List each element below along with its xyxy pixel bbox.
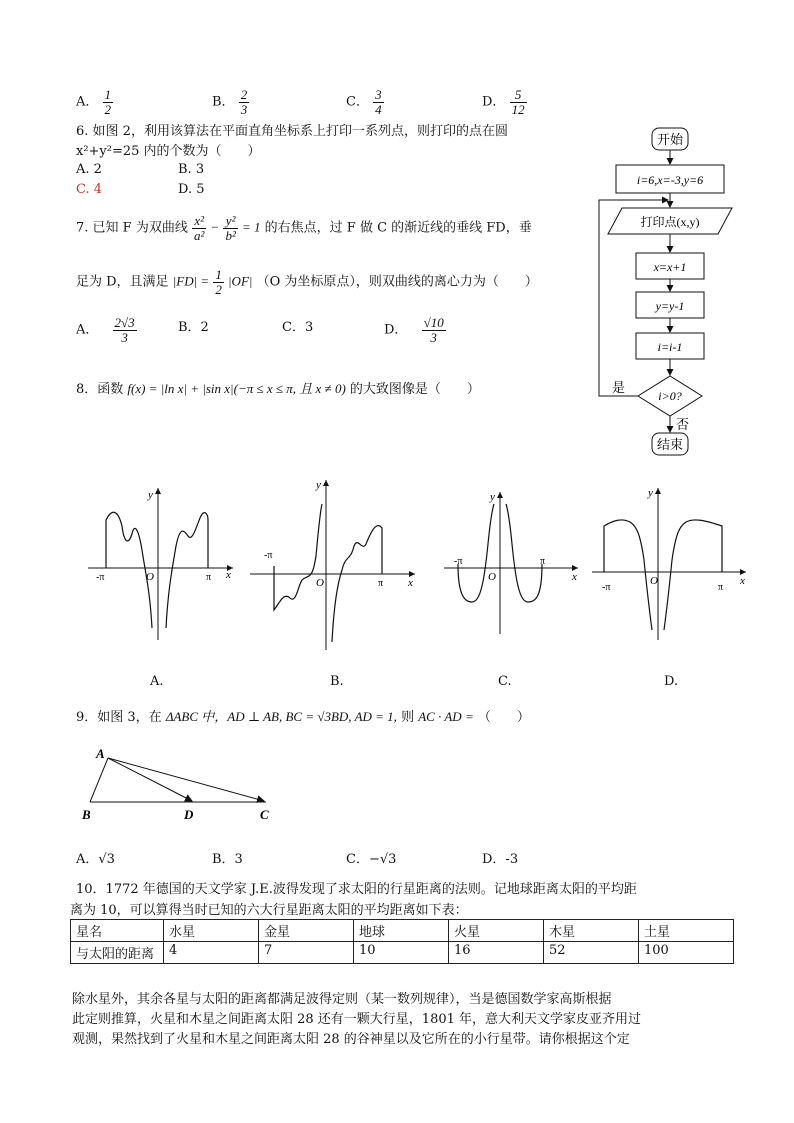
svg-text:O: O (146, 571, 154, 583)
q8-graph-d (592, 480, 752, 644)
q8-stem: 8．函数 f(x) = |ln x| + |sin x|(−π ≤ x ≤ π, 且 x ≠ 0) 的大致图像是（ ） (76, 381, 480, 397)
q8-graph-a (88, 480, 238, 640)
svg-text:C: C (260, 807, 269, 822)
q7-option-a: A． $\frac{2√3}{3}$ (76, 315, 135, 345)
svg-text:π: π (378, 578, 384, 589)
q9-option-a: A．√3 (76, 852, 115, 867)
q8-graph-b (250, 474, 420, 654)
q8-label-a: A. (150, 674, 164, 689)
q8-graph-c (444, 484, 584, 644)
svg-text:y=y-1: y=y-1 (655, 299, 685, 313)
q6-option-a: A. 2 (76, 162, 102, 177)
q7-option-c: C．3 (282, 320, 314, 335)
svg-text:π: π (206, 572, 212, 583)
q6-stem-line1: 6. 如图 2，利用该算法在平面直角坐标系上打印一系列点，则打印的点在圆 (76, 124, 508, 139)
svg-text:y: y (148, 489, 153, 501)
svg-text:打印点(x,y): 打印点(x,y) (640, 215, 700, 229)
q5-option-d: D． $\frac{5}{12}$ (482, 87, 525, 117)
q10-after-line1: 除水星外，其余各星与太阳的距离都满足波得定则（某一数列规律），当是德国数学家高斯根据 (72, 992, 612, 1007)
q5-option-b: B． $\frac{2}{3}$ (212, 87, 248, 117)
q5-option-c: C． $\frac{3}{4}$ (346, 87, 382, 117)
svg-text:i>0?: i>0? (658, 389, 682, 403)
table-row: 与太阳的距离 4 7 10 16 52 100 (71, 942, 734, 964)
svg-text:-π: -π (602, 582, 611, 593)
svg-text:x: x (572, 571, 577, 583)
q10-after-line2: 此定则推算，火星和木星之间距离太阳 28 还有一颗大行星，1801 年，意大利天文学家皮亚齐用过 (72, 1012, 642, 1027)
planet-distance-table (70, 919, 734, 964)
svg-text:y: y (490, 491, 495, 503)
q8-label-b: B. (330, 674, 344, 689)
svg-text:x: x (740, 575, 745, 587)
svg-text:开始: 开始 (656, 132, 684, 147)
svg-text:否: 否 (676, 417, 690, 432)
q6-option-b: B. 3 (178, 162, 205, 177)
svg-text:x: x (226, 569, 231, 581)
svg-text:y: y (316, 479, 321, 491)
svg-text:O: O (316, 577, 324, 589)
q6-option-d: D. 5 (178, 182, 205, 197)
q9-triangle-figure (76, 742, 286, 826)
q9-stem: 9．如图 3，在 ΔABC 中，AD ⊥ AB, BC = √3BD, AD = 1, 则 AC · AD = （ ） (76, 709, 530, 725)
q5-option-a: A． $\frac{1}{2}$ (76, 87, 112, 117)
svg-text:O: O (650, 575, 658, 587)
svg-text:i=i-1: i=i-1 (657, 340, 683, 354)
svg-text:π: π (540, 556, 546, 567)
svg-text:D: D (184, 807, 194, 822)
q6-option-c: C. 4 (76, 182, 103, 197)
svg-text:O: O (488, 571, 496, 583)
q9-option-b: B．3 (212, 852, 243, 867)
svg-text:y: y (648, 487, 653, 499)
q9-option-c: C．−√3 (346, 852, 397, 867)
q7-option-d: D． $\frac{√10}{3}$ (384, 315, 444, 345)
flowchart-figure (592, 122, 742, 462)
svg-text:i=6,x=-3,y=6: i=6,x=-3,y=6 (636, 173, 704, 187)
svg-text:π: π (718, 582, 724, 593)
q10-line2: 离为 10，可以算得当时已知的六大行星距离太阳的平均距离如下表： (70, 903, 468, 918)
q7-option-b: B．2 (178, 320, 209, 335)
svg-text:x=x+1: x=x+1 (653, 260, 687, 274)
svg-text:是: 是 (612, 380, 626, 395)
q7-line2: 足为 D，且满足 |FD| = $\frac{1}{2}$ |OF| （O 为坐标原点），则双曲线的离心力为（ ） (76, 267, 538, 297)
svg-text:x: x (408, 577, 413, 589)
svg-text:-π: -π (96, 572, 105, 583)
svg-text:结束: 结束 (656, 437, 684, 452)
q10-line1: 10．1772 年德国的天文学家 J.E.波得发现了求太阳的行星距离的法则。记地球距离太阳的平均距 (76, 882, 637, 897)
svg-text:B: B (82, 807, 91, 822)
svg-text:-π: -π (454, 556, 463, 567)
q7-line1: 7. 已知 F 为双曲线 $\frac{\text{x²}}{\text{a²}}$ − $\frac{\text{y²}}{\text{b²}}$ = 1 的右焦点，过 F 做 C 的渐近线的垂线 FD，垂 (76, 213, 532, 243)
q9-option-d: D．-3 (482, 852, 519, 867)
svg-text:A: A (96, 746, 105, 761)
q6-stem-line2: x²+y²=25 内的个数为（ ） (76, 144, 261, 159)
q8-label-d: D. (664, 674, 679, 689)
q8-label-c: C. (498, 674, 512, 689)
q10-after-line3: 观测，果然找到了火星和木星之间距离太阳 28 的谷神星以及它所在的小行星带。请你根据这个定 (72, 1032, 630, 1047)
svg-text:-π: -π (264, 550, 273, 561)
q5-option-a-fraction: $\frac{1}{2}$ (104, 87, 112, 117)
table-header-row: 星名 水星 金星 地球 火星 木星 土星 (71, 920, 734, 942)
